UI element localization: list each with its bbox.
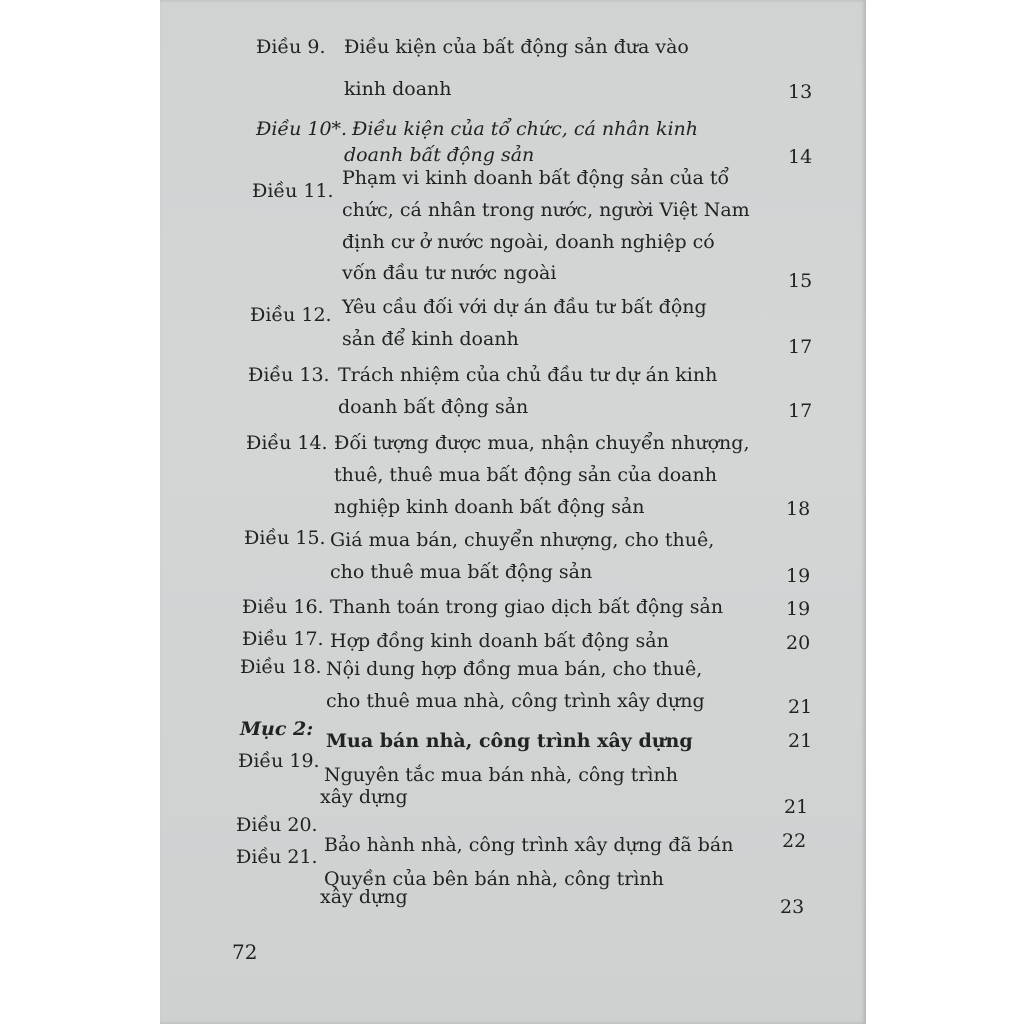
page-number: 22 (782, 830, 807, 852)
entry-text: Yêu cầu đối với dự án đầu tư bất động (342, 296, 707, 318)
entry-text: Nguyên tắc mua bán nhà, công trình (324, 764, 678, 786)
page-number: 17 (788, 400, 813, 422)
entry-text: Hợp đồng kinh doanh bất động sản (330, 630, 669, 652)
entry-label: Điều 9. (256, 36, 326, 58)
page-number: 18 (786, 498, 811, 520)
entry-text: doanh bất động sản (338, 396, 529, 418)
entry-label: Điều 10*. (256, 118, 348, 140)
page-number: 23 (780, 896, 805, 918)
page-number: 19 (786, 598, 811, 620)
entry-label: Điều 13. (248, 364, 330, 386)
page-number: 15 (788, 270, 813, 292)
entry-text: Điều kiện của bất động sản đưa vào (344, 36, 689, 58)
entry-text: kinh doanh (344, 78, 452, 100)
entry-label: Điều 20. (236, 814, 318, 836)
background-right (866, 0, 1024, 1024)
section-label: Mục 2: (240, 718, 314, 740)
table-of-contents (160, 0, 866, 1024)
entry-label: Điều 21. (236, 846, 318, 868)
entry-label: Điều 11. (252, 180, 334, 202)
entry-text: sản để kinh doanh (342, 328, 519, 350)
entry-label: Điều 19. (238, 750, 320, 772)
entry-text: Trách nhiệm của chủ đầu tư dự án kinh (338, 364, 718, 386)
entry-text: thuê, thuê mua bất động sản của doanh (334, 464, 717, 486)
entry-text: nghiệp kinh doanh bất động sản (334, 496, 645, 518)
page-number: 13 (788, 81, 813, 103)
background-left (0, 0, 160, 1024)
section-title: Mua bán nhà, công trình xây dựng (326, 730, 693, 752)
book-page (160, 0, 866, 1024)
entry-text: doanh bất động sản (344, 144, 535, 166)
entry-text: Giá mua bán, chuyển nhượng, cho thuê, (330, 529, 715, 551)
entry-label: Điều 15. (244, 527, 326, 549)
page-number: 14 (788, 146, 813, 168)
entry-label: Điều 14. (246, 432, 328, 454)
page-number: 19 (786, 565, 811, 587)
entry-text: cho thuê mua nhà, công trình xây dựng (326, 690, 705, 712)
entry-label: Điều 12. (250, 304, 332, 326)
entry-text: Nội dung hợp đồng mua bán, cho thuê, (326, 658, 703, 680)
entry-text: Thanh toán trong giao dịch bất động sản (330, 596, 724, 618)
page-number: 21 (788, 696, 813, 718)
entry-text: vốn đầu tư nước ngoài (342, 262, 557, 284)
entry-text: xây dựng (320, 886, 408, 908)
entry-text: định cư ở nước ngoài, doanh nghiệp có (342, 231, 715, 253)
entry-text: Bảo hành nhà, công trình xây dựng đã bán (324, 834, 734, 856)
entry-label: Điều 16. (242, 596, 324, 618)
page-number: 20 (786, 632, 811, 654)
entry-text: Phạm vi kinh doanh bất động sản của tổ (342, 167, 730, 189)
entry-text: Đối tượng được mua, nhận chuyển nhượng, (334, 432, 750, 454)
page-number: 17 (788, 336, 813, 358)
entry-text: chức, cá nhân trong nước, người Việt Nam (342, 199, 750, 221)
entry-text: xây dựng (320, 786, 408, 808)
entry-text: Quyền của bên bán nhà, công trình (324, 868, 664, 890)
page-number: 21 (788, 730, 813, 752)
entry-text: cho thuê mua bất động sản (330, 561, 593, 583)
entry-label: Điều 18. (240, 656, 322, 678)
page-number: 21 (784, 796, 809, 818)
entry-label: Điều 17. (242, 628, 324, 650)
page-folio-number: 72 (232, 940, 258, 964)
entry-text: Điều kiện của tổ chức, cá nhân kinh (352, 118, 699, 140)
